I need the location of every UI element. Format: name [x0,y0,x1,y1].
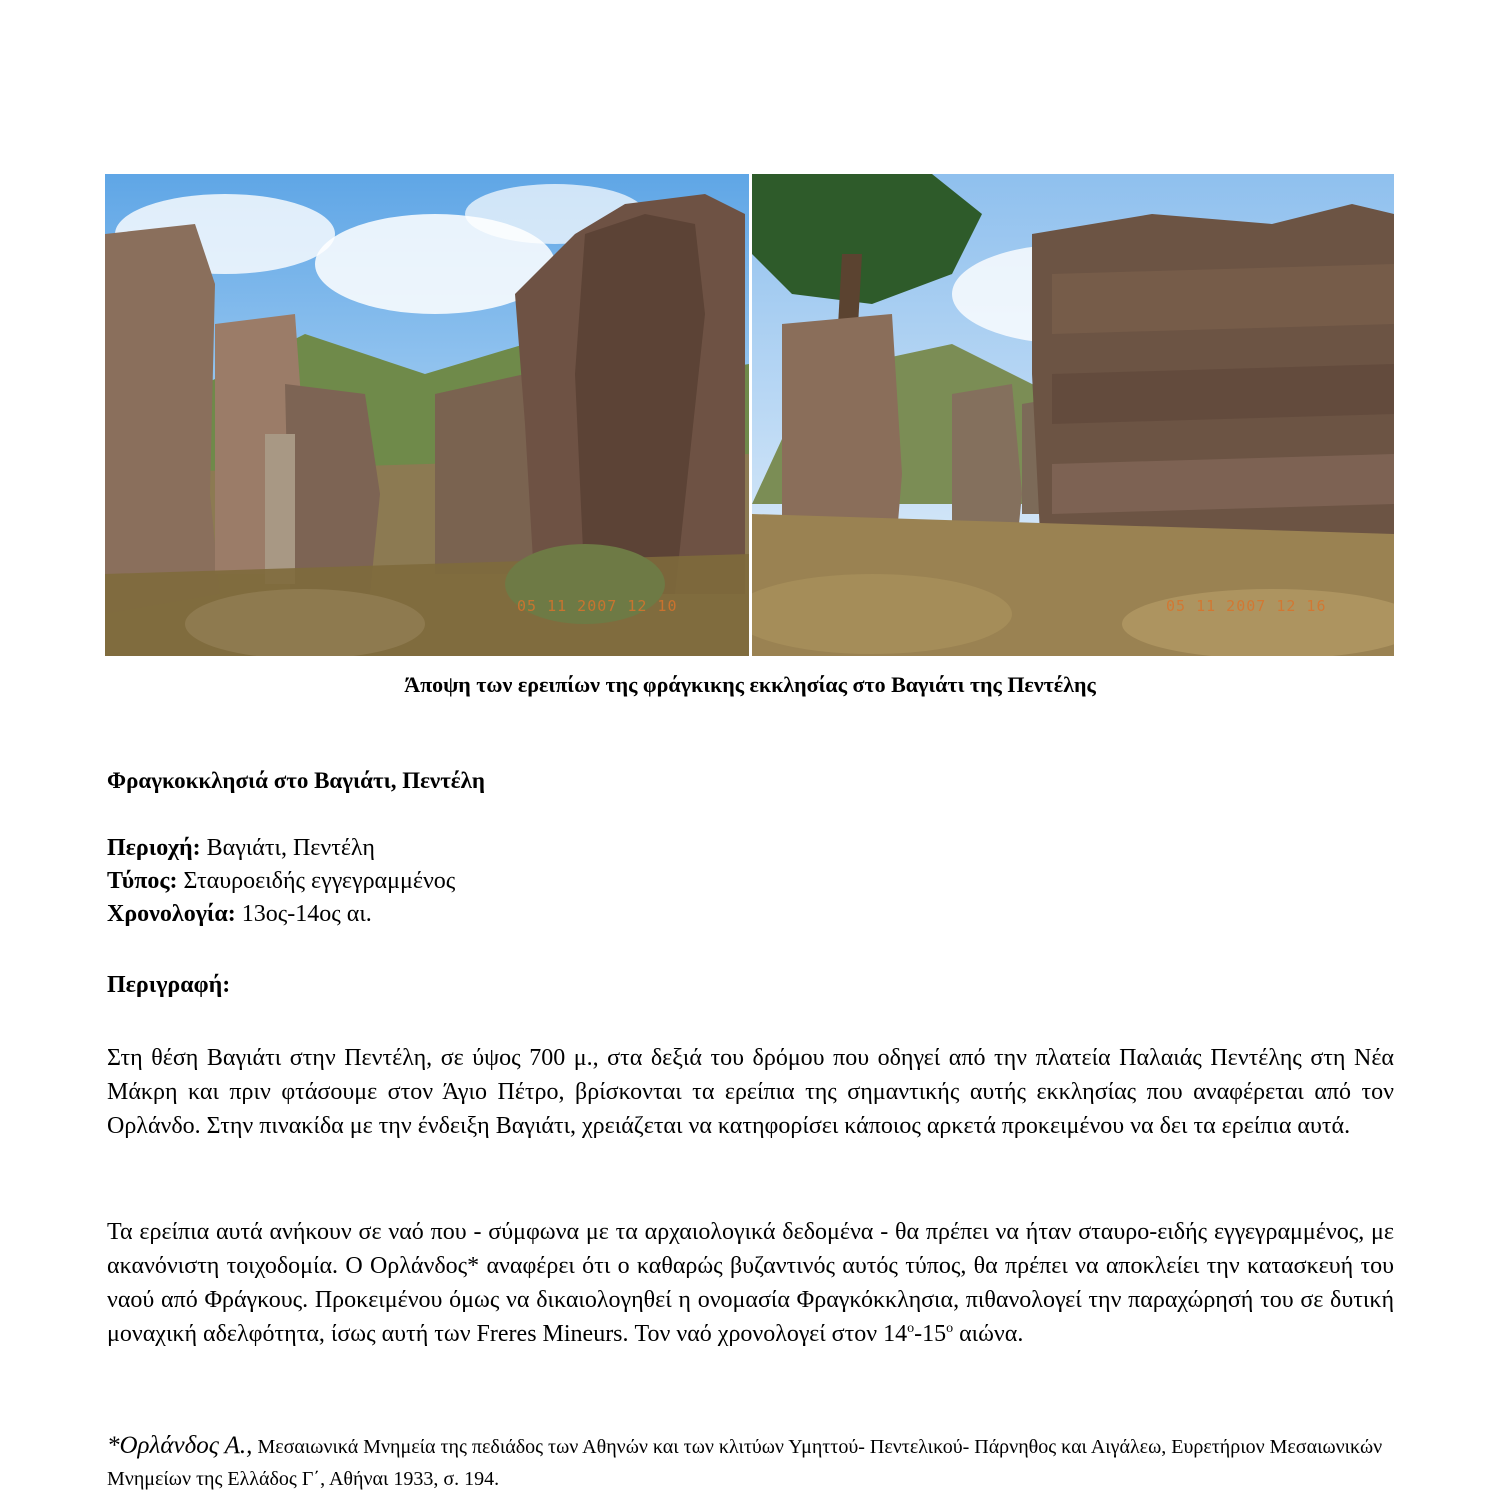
photo-strip [105,174,1394,656]
footnote-text: Μεσαιωνικά Μνημεία της πεδιάδος των Αθηνών και των κλιτύων Υμηττού- Πεντελικού- Πάρνηθος και Αιγάλεω, Ευρετήριον Μεσαιωνικών Μνημείων της Ελλάδος Γ΄, Αθήναι 1933, σ. 194. [107,1436,1383,1490]
superscript-ordinal: ο [907,1321,915,1336]
type-row [107,865,455,898]
ruins-photo-right-image [752,174,1394,656]
ruins-photo-left-image [105,174,749,656]
photo-date-stamp: 05 11 2007 12 16 [1166,597,1327,615]
paragraph-2-text: Τα ερείπια αυτά ανήκουν σε ναό που - σύμφωνα με τα αρχαιολογικά δεδομένα - θα πρέπει να ήταν σταυρο-ειδής εγγεγραμμένος, με ακανόνιστη τοιχοδομία. Ο Ορλάνδος* αναφέρει ότι ο καθαρώς βυζαντινός αυτός τύπος, θα πρέπει να αποκλείει την κατασκευή του ναού από Φράγκους. Προκειμένου όμως να δικαιολογηθεί η ονομασία Φραγκόκκλησια, πιθανολογεί την παραχώρησή του σε δυτική μοναχική αδελφότητα, ίσως αυτή των Freres Mineurs. Τον ναό χρονολογεί στον 14 [107,1219,1394,1347]
type-value: Σταυροειδής εγγεγραμμένος [183,868,456,894]
footnote-author: *Ορλάνδος Α., [107,1432,253,1459]
description-paragraph-2 [107,1215,1394,1351]
paragraph-2-end: αιώνα. [953,1321,1024,1347]
footnote [107,1430,1394,1495]
ruins-photo-right [752,174,1394,656]
superscript-ordinal: ο [946,1321,954,1336]
photo-caption: Άποψη των ερειπίων της φράγκικης εκκλησίας στο Βαγιάτι της Πεντέλης [404,672,1096,697]
description-heading: Περιγραφή: [107,972,231,998]
description-paragraph-1: Στη θέση Βαγιάτι στην Πεντέλη, σε ύψος 700 μ., στα δεξιά του δρόμου που οδηγεί από την πλατεία Παλαιάς Πεντέλης στη Νέα Μάκρη και πριν φτάσουμε στον Άγιο Πέτρο, βρίσκονται τα ερείπια της σημαντικής αυτής εκκλησίας που αναφέρεται από τον Ορλάνδο. Στην πινακίδα με την ένδειξη Βαγιάτι, χρειάζεται να κατηφορίσει κάποιος αρκετά προκειμένου να δει τα ερείπια αυτά. [107,1045,1394,1139]
date-row [107,898,455,931]
photo-date-stamp: 05 11 2007 12 10 [517,597,678,615]
monument-metadata [107,832,455,931]
date-value: 13ος-14ος αι. [241,901,372,927]
page-title: Φραγκοκκλησιά στο Βαγιάτι, Πεντέλη [107,768,485,793]
ruins-photo-left [105,174,749,656]
date-label: Χρονολογία: [107,901,236,927]
region-row [107,832,455,865]
region-value: Βαγιάτι, Πεντέλη [206,835,375,861]
type-label: Τύπος: [107,868,178,894]
region-label: Περιοχή: [107,835,201,861]
paragraph-2-range: -15 [914,1321,947,1347]
